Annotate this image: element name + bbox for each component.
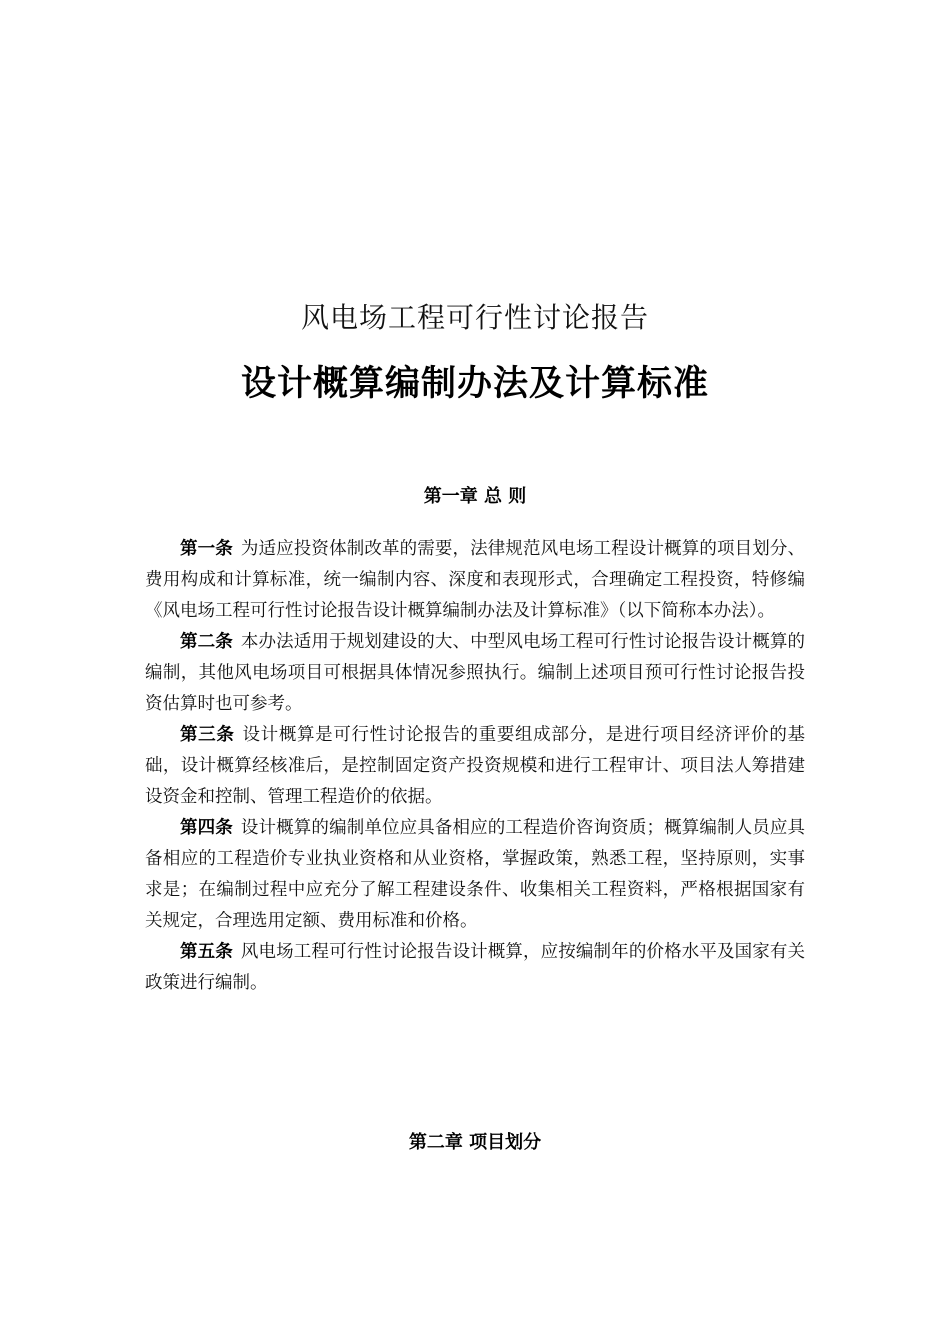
article-label: 第一条 xyxy=(180,539,233,559)
document-title: 风电场工程可行性讨论报告 xyxy=(300,301,649,334)
article-3 xyxy=(145,720,805,813)
chapter-heading: 第一章 总 则 xyxy=(423,486,527,507)
article-label: 第五条 xyxy=(180,942,233,962)
article-text: 为适应投资体制改革的需要，法律规范风电场工程设计概算的项目划分、费用构成和计算标准，统一编制内容、深度和表现形式，合理确定工程投资，特修编《风电场工程可行性讨论报告设计概算编制办法及计算标准》（以下简称本办法）。 xyxy=(145,539,806,621)
article-text: 风电场工程可行性讨论报告设计概算，应按编制年的价格水平及国家有关政策进行编制。 xyxy=(145,942,806,993)
chapter-1-articles xyxy=(145,534,805,999)
article-1 xyxy=(145,534,805,627)
article-text: 本办法适用于规划建设的大、中型风电场工程可行性讨论报告设计概算的编制，其他风电场项目可根据具体情况参照执行。编制上述项目预可行性讨论报告投资估算时也可参考。 xyxy=(145,632,806,714)
article-5 xyxy=(145,937,805,999)
article-label: 第三条 xyxy=(180,725,235,745)
article-text: 设计概算是可行性讨论报告的重要组成部分，是进行项目经济评价的基础，设计概算经核准后，是控制固定资产投资规模和进行工程审计、项目法人筹措建设资金和控制、管理工程造价的依据。 xyxy=(145,725,805,807)
article-4 xyxy=(145,813,805,937)
article-label: 第二条 xyxy=(180,632,233,652)
article-label: 第四条 xyxy=(180,818,233,838)
document-subtitle: 设计概算编制办法及计算标准 xyxy=(240,364,709,404)
chapter-heading: 第二章 项目划分 xyxy=(408,1132,542,1153)
article-2 xyxy=(145,627,805,720)
article-text: 设计概算的编制单位应具备相应的工程造价咨询资质；概算编制人员应具备相应的工程造价专业执业资格和从业资格，掌握政策，熟悉工程，坚持原则，实事求是；在编制过程中应充分了解工程建设条件、收集相关工程资料，严格根据国家有关规定，合理选用定额、费用标准和价格。 xyxy=(145,818,806,931)
